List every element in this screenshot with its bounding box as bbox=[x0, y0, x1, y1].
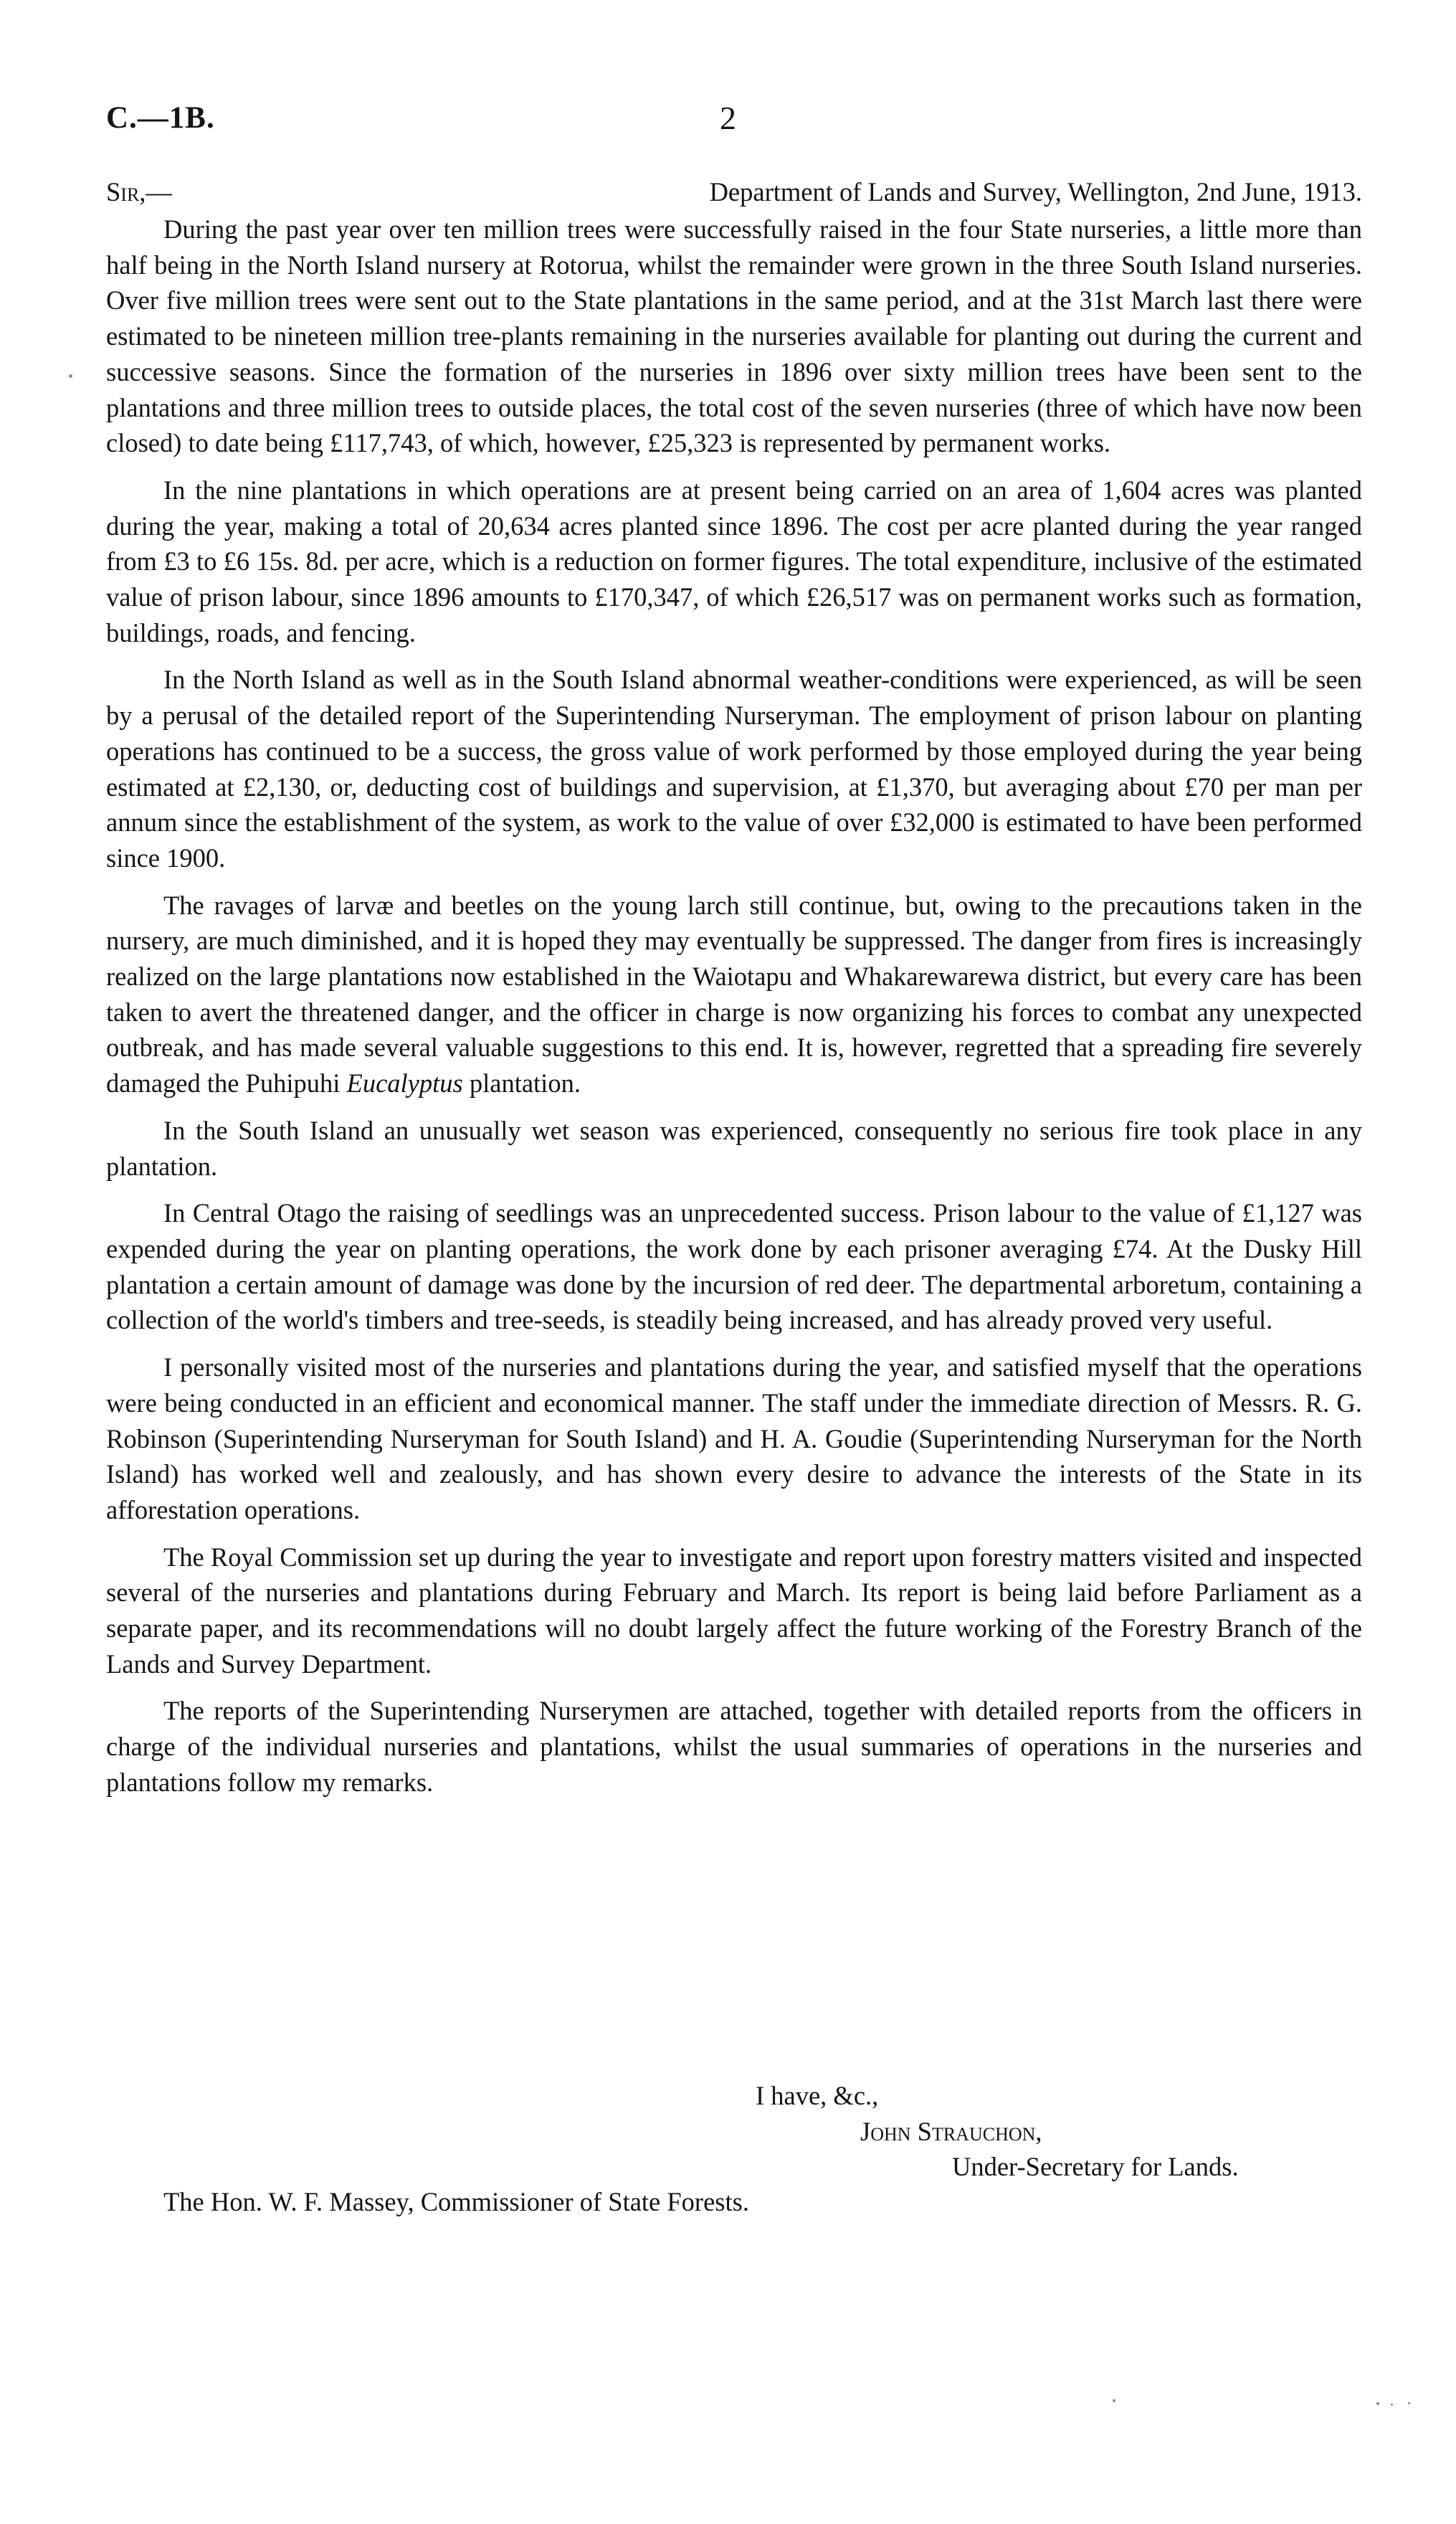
paragraph-central-otago: In Central Otago the raising of seedlings was an unprecedented success. Prison labour to the value of £1,127 was expended during the year on planting operations, the work done by each prisoner averaging £74. At the Dusky Hill plantation a certain amount of damage was done by the incursion of red deer. The departmental arboretum, containing a collection of the world's timbers and tree-seeds, is steadily being increased, and has already proved very useful. bbox=[106, 1198, 1362, 1335]
parliamentary-paper-reference: C.—1B. bbox=[106, 101, 215, 135]
scan-speck bbox=[1113, 2399, 1115, 2402]
signatory-title: Under-Secretary for Lands. bbox=[952, 2152, 1239, 2181]
page-number: 2 bbox=[720, 100, 736, 136]
salutation: Sir,— bbox=[106, 177, 172, 207]
paragraph-prison-labour: In the North Island as well as in the South Island abnormal weather-conditions were experienced, as will be seen by a perusal of the detailed report of the Superintending Nurseryman. The employment of prison labour on planting operations has continued to be a success, the gross value of work performed by those employed during the year being estimated at £2,130, or, deducting cost of buildings and supervision, at £1,370, but averaging about £70 per man per annum since the establishment of the system, as work to the value of over £32,000 is estimated to have been performed since 1900. bbox=[106, 665, 1362, 873]
scan-speck bbox=[1376, 2402, 1379, 2405]
addressee: The Hon. W. F. Massey, Commissioner of State Forests. bbox=[163, 2187, 749, 2216]
scan-speck bbox=[1408, 2402, 1410, 2404]
paragraph-nurseries: During the past year over ten million trees were successfully raised in the four State nurseries, a little more than half being in the North Island nursery at Rotorua, whilst the remainder were grown in the three South Island nurseries. Over five million trees were sent out to the State plantations in the same period, and at the 31st March last there were estimated to be nineteen million tree-plants remaining in the nurseries available for planting out during the current and successive seasons. Since the formation of the nurseries in 1896 over sixty million trees have been sent to the plantations and three million trees to outside places, the total cost of the seven nurseries (three of which have now been closed) to date being £117,743, of which, however, £25,323 is represented by permanent works. bbox=[106, 214, 1362, 458]
paragraph-visits: I personally visited most of the nurseries and plantations during the year, and satisfied myself that the operations were being conducted in an efficient and economical manner. The staff under the immediate direction of Messrs. R. G. Robinson (Superintending Nurseryman for South Island) and H. A. Goudie (Superintending Nurseryman for the North Island) has worked well and zealously, and has shown every desire to advance the interests of the State in its afforestation operations. bbox=[106, 1352, 1362, 1524]
dateline: Department of Lands and Survey, Wellington, 2nd June, 1913. bbox=[709, 177, 1362, 207]
genus-name-italic: Eucalyptus bbox=[346, 1068, 463, 1099]
paragraph-plantations: In the nine plantations in which operations are at present being carried on an area of 1,604 acres was planted during the year, making a total of 20,634 acres planted since 1896. The cost per acre planted during the year ranged from £3 to £6 15s. 8d. per acre, which is a reduction on former figures. The total expenditure, inclusive of the estimated value of prison labour, since 1896 amounts to £170,347, of which £26,517 was on permanent works such as formation, buildings, roads, and fencing. bbox=[106, 475, 1362, 647]
letter-body bbox=[106, 212, 1362, 1812]
paragraph-larvae-fires: The ravages of larvæ and beetles on the young larch still continue, but, owing to the precautions taken in the nursery, are much diminished, and it is hoped they may eventually be suppressed. The danger from fires is increasingly realized on the large plantations now established in the Waiotapu and Whakarewarewa district, but every care has been taken to avert the threatened danger, and the officer in charge is now organizing his forces to combat any unexpected outbreak, and has made several valuable suggestions to this end. It is, however, regretted that a spreading fire severely damaged the Puhipuhi Eucalyptus plantation. bbox=[106, 890, 1362, 1099]
paragraph-south-island: In the South Island an unusually wet season was experienced, consequently no serious fire took place in any plantation. bbox=[106, 1115, 1362, 1181]
signatory-name: John Strauchon, bbox=[860, 2117, 1042, 2146]
scan-speck bbox=[1391, 2404, 1393, 2406]
scan-speck bbox=[69, 374, 72, 378]
paragraph-reports: The reports of the Superintending Nurserymen are attached, together with detailed reports from the officers in charge of the individual nurseries and plantations, whilst the usual summaries of operations in the nurseries and plantations follow my remarks. bbox=[106, 1696, 1362, 1797]
closing-phrase: I have, &c., bbox=[756, 2081, 879, 2110]
paragraph-royal-commission: The Royal Commission set up during the year to investigate and report upon forestry matters visited and inspected several of the nurseries and plantations during February and March. Its report is being laid before Parliament as a separate paper, and its recommendations will no doubt largely affect the future working of the Forestry Branch of the Lands and Survey Department. bbox=[106, 1542, 1362, 1679]
